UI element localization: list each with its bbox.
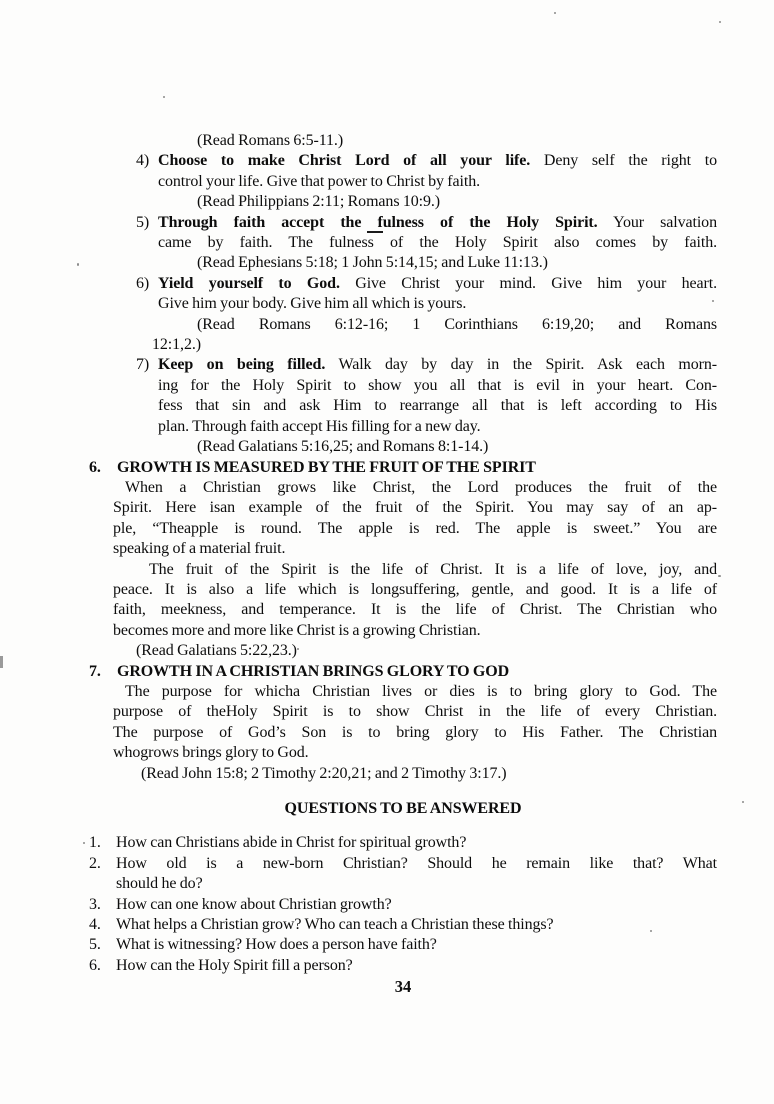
- text-line: [89, 355, 717, 375]
- text-line: [89, 723, 717, 743]
- line-number: 6.: [89, 956, 101, 974]
- scan-speck: [163, 96, 165, 98]
- scan-speck: [712, 300, 714, 302]
- text-line: [89, 895, 717, 915]
- scan-speck: [77, 263, 79, 266]
- scan-speck: [719, 21, 721, 23]
- text: When a Christian grows like Christ, the Lord produces the fruit of the: [125, 478, 717, 496]
- text-line: [89, 519, 717, 539]
- text-line: [89, 417, 717, 437]
- text-line: [89, 935, 717, 955]
- text-line: [89, 253, 717, 273]
- bold-text: GROWTH IS MEASURED BY THE FRUIT OF THE SPIRIT: [117, 458, 536, 476]
- line-number: 6.: [89, 458, 101, 476]
- text: Deny self the right to: [530, 152, 717, 170]
- text-line: [89, 833, 717, 853]
- text-line: [89, 641, 717, 661]
- bold-text: GROWTH IN A CHRISTIAN BRINGS GLORY TO GOD: [117, 662, 510, 680]
- bold-text: Yield yourself to God.: [158, 274, 340, 292]
- text-line: [89, 151, 717, 171]
- text: What helps a Christian grow? Who can teach a Christian these things?: [116, 916, 554, 934]
- text: purpose of theHoly Spirit is to show Christ in the life of every Christian.: [113, 703, 717, 721]
- text-line: [89, 743, 717, 763]
- text: Give him your body. Give him all which is yours.: [158, 295, 467, 313]
- text: (Read Romans 6:5-11.): [197, 132, 344, 149]
- text: The purpose for whicha Christian lives or dies is to bring glory to God. The: [125, 682, 717, 700]
- text: (Read Galatians 5:16,25; and Romans 8:1-14.): [197, 438, 489, 456]
- text: The fruit of the Spirit is the life of Christ. It is a life of love, joy, and: [149, 560, 717, 578]
- text: Your salvation: [597, 213, 717, 231]
- text-line: [89, 172, 717, 192]
- text-line: [89, 498, 717, 518]
- text: How can one know about Christian growth?: [116, 895, 392, 913]
- text-line: [89, 192, 717, 212]
- text-line: [89, 560, 717, 580]
- text: The purpose of God’s Son is to bring glory to His Father. The Christian: [113, 723, 717, 741]
- text-line: [89, 335, 717, 355]
- text-line: [89, 437, 717, 457]
- text-line: [89, 539, 717, 559]
- text-line: [89, 621, 717, 641]
- text: (Read Galatians 5:22,23.): [136, 642, 297, 660]
- text: How old is a new-born Christian? Should he remain like that? What: [116, 854, 717, 872]
- scan-mark-edge-dash: [0, 656, 3, 668]
- line-number: 7): [136, 356, 150, 374]
- text-line: [89, 274, 717, 294]
- scan-speck: [718, 575, 721, 577]
- text-line: [89, 799, 717, 819]
- text: Spirit. Here isan example of the fruit of the Spirit. You may say of an ap-: [113, 499, 717, 517]
- text-line: [89, 682, 717, 702]
- text: came by faith. The fulness of the Holy Spirit also comes by faith.: [158, 234, 717, 252]
- text: ing for the Holy Spirit to show you all that is evil in your heart. Con-: [158, 376, 717, 394]
- text: becomes more and more like Christ is a growing Christian.: [113, 621, 481, 639]
- text-line: [89, 956, 717, 976]
- bold-text: Through faith accept the fulness of the Holy Spirit.: [158, 213, 598, 231]
- text-line: [89, 458, 717, 478]
- text-line: [89, 764, 717, 784]
- text: peace. It is also a life which is longsuffering, gentle, and good. It is a life of: [113, 580, 717, 598]
- text-line: [89, 915, 717, 935]
- bold-text: Choose to make Christ Lord of all your life.: [158, 152, 531, 170]
- text-line: [89, 233, 717, 253]
- line-number: 5): [136, 213, 150, 231]
- page-content: [89, 131, 717, 976]
- text-line: [89, 580, 717, 600]
- text: How can the Holy Spirit fill a person?: [116, 956, 353, 974]
- line-number: 7.: [89, 662, 101, 680]
- text: (Read Ephesians 5:18; 1 John 5:14,15; and Luke 11:13.): [197, 254, 548, 272]
- bold-text: Keep on being filled.: [158, 356, 326, 374]
- text: (Read Romans 6:12-16; 1 Corinthians 6:19,20; and Romans: [197, 315, 717, 333]
- scan-speck: [554, 12, 556, 14]
- text-line: [89, 294, 717, 314]
- text-line: [89, 131, 717, 151]
- text: Walk day by day in the Spirit. Ask each morn-: [325, 356, 718, 374]
- scan-speck: [83, 842, 85, 844]
- text-line: [89, 662, 717, 682]
- text: What is witnessing? How does a person have faith?: [116, 936, 437, 954]
- text: Give Christ your mind. Give him your heart.: [339, 274, 717, 292]
- text: should he do?: [116, 875, 203, 893]
- line-number: 4): [136, 152, 150, 170]
- scan-mark-underscore: [367, 231, 383, 233]
- text-line: [89, 213, 717, 233]
- text: How can Christians abide in Christ for spiritual growth?: [116, 834, 467, 852]
- line-number: 1.: [89, 834, 101, 852]
- text-line: [89, 600, 717, 620]
- line-number: 4.: [89, 916, 101, 934]
- text: (Read John 15:8; 2 Timothy 2:20,21; and 2 Timothy 3:17.): [141, 764, 507, 782]
- text: fess that sin and ask Him to rearrange all that is left according to His: [158, 397, 717, 415]
- scan-speck: [650, 930, 652, 932]
- text: speaking of a material fruit.: [113, 540, 286, 558]
- scan-speck: [742, 801, 744, 803]
- line-number: 2.: [89, 854, 101, 872]
- scan-speck: [297, 648, 299, 650]
- text-line: [89, 702, 717, 722]
- text: 12:1,2.): [152, 336, 201, 354]
- text: ple, “Theapple is round. The apple is red. The apple is sweet.” You are: [113, 519, 717, 537]
- text: control your life. Give that power to Christ by faith.: [158, 172, 481, 190]
- text: plan. Through faith accept His filling for a new day.: [158, 417, 481, 435]
- text-line: [89, 315, 717, 335]
- line-number: 3.: [89, 895, 101, 913]
- text-line: [89, 376, 717, 396]
- page-number: 34: [394, 977, 412, 996]
- text-line: [89, 874, 717, 894]
- bold-text: QUESTIONS TO BE ANSWERED: [284, 800, 522, 817]
- text-line: [89, 854, 717, 874]
- text: faith, meekness, and temperance. It is the life of Christ. The Christian who: [113, 601, 717, 619]
- text-line: [89, 478, 717, 498]
- line-number: 5.: [89, 936, 101, 954]
- text: (Read Philippians 2:11; Romans 10:9.): [197, 193, 441, 211]
- line-number: 6): [136, 274, 150, 292]
- text: whogrows brings glory to God.: [113, 744, 309, 762]
- text-line: [89, 396, 717, 416]
